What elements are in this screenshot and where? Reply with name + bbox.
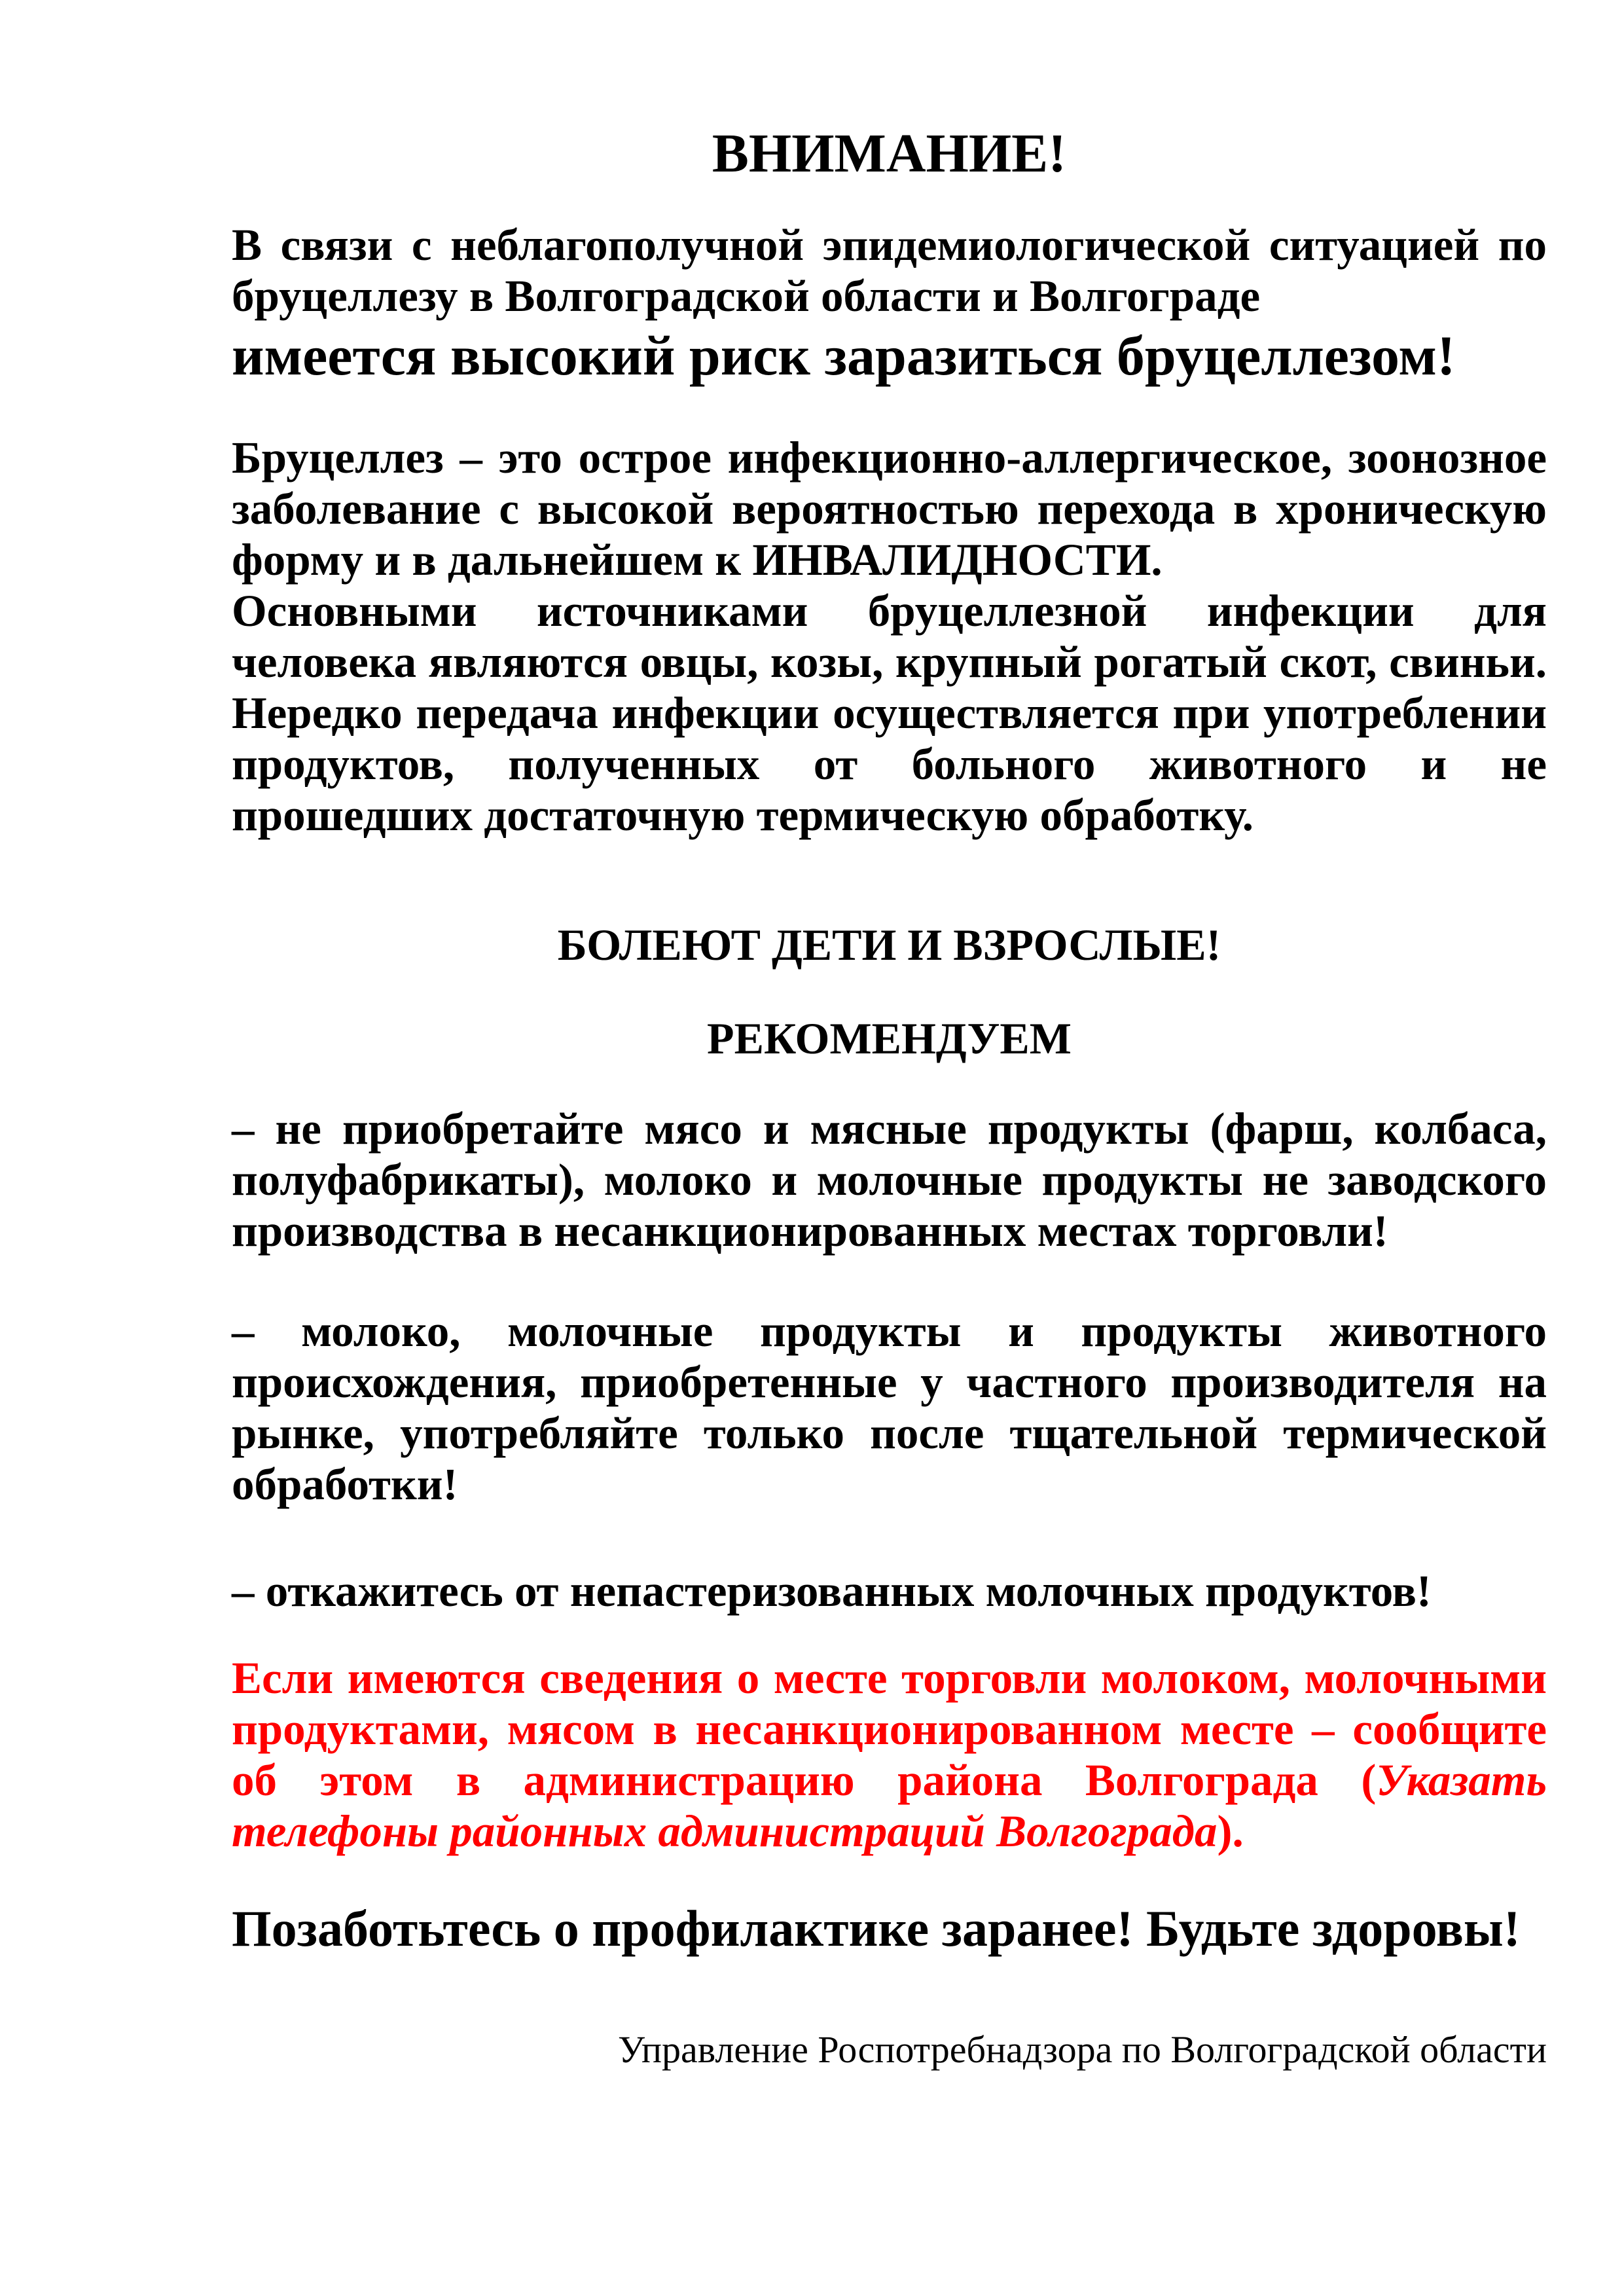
alert-line-4-regular: ). [1217,1806,1244,1856]
heading-recommend: РЕКОМЕНДУЕМ [707,1013,1072,1063]
alert-line-2: продуктами, мясом в несанкционированном месте – сообщите [232,1704,1547,1754]
footer-credit: Управление Роспотребнадзора по Волгоградской области [618,2028,1547,2071]
alert-line-3-regular: об этом в администрацию района Волгограда ( [232,1755,1377,1805]
alert-line-3 [232,1755,1547,1806]
intro-line-1: В связи с неблагополучной эпидемиологической ситуацией по [232,220,1547,270]
rec1-line-1: – не приобретайте мясо и мясные продукты (фарш, колбаса, [232,1104,1547,1154]
heading-affected: БОЛЕЮТ ДЕТИ И ВЗРОСЛЫЕ! [557,920,1221,970]
alert-paragraph [232,1652,1547,1857]
rec1-line-3: производства в несанкционированных местах торговли! [232,1206,1388,1256]
about-paragraph [232,432,1547,841]
document-content [232,0,1547,2073]
alert-line-4-italic: телефоны районных администраций Волгограда [232,1806,1218,1856]
rec2-line-2: происхождения, приобретенные у частного производителя на [232,1357,1547,1407]
about-line-5: человека являются овцы, козы, крупный рогатый скот, свиньи. [232,637,1547,687]
intro-paragraph [232,219,1547,321]
intro-line-2: бруцеллезу в Волгоградской области и Волгограде [232,271,1261,321]
about-line-2: заболевание с высокой вероятностью перехода в хроническую [232,484,1547,534]
page-title: ВНИМАНИЕ! [712,123,1067,184]
about-line-6: Нередко передача инфекции осуществляется при употреблении [232,688,1547,738]
alert-line-1: Если имеются сведения о месте торговли молоком, молочными [232,1653,1547,1703]
rec2-line-4: обработки! [232,1459,458,1509]
alert-line-4 [232,1806,1547,1857]
rec2-line-3: рынке, употребляйте только после тщательной термической [232,1408,1547,1458]
about-line-7: продуктов, полученных от больного животного и не [232,739,1547,789]
about-line-3: форму и в дальнейшем к ИНВАЛИДНОСТИ. [232,535,1163,585]
about-line-1: Бруцеллез – это острое инфекционно-аллергическое, зоонозное [232,433,1547,483]
intro-emphasis-line: имеется высокий риск заразиться бруцеллезом! [232,324,1456,387]
recommendation-1 [232,1103,1547,1256]
recommendation-3 [232,1565,1547,1616]
recommendation-2 [232,1305,1547,1510]
alert-line-3-italic: Указать [1376,1755,1547,1805]
about-line-8: прошедших достаточную термическую обработку. [232,790,1254,840]
closing-line: Позаботьтесь о профилактике заранее! Будьте здоровы! [232,1900,1521,1957]
rec3-line-1: – откажитесь от непастеризованных молочных продуктов! [232,1566,1432,1616]
rec2-line-1: – молоко, молочные продукты и продукты животного [232,1306,1547,1356]
rec1-line-2: полуфабрикаты), молоко и молочные продукты не заводского [232,1155,1547,1205]
about-line-4: Основными источниками бруцеллезной инфекции для [232,586,1547,636]
